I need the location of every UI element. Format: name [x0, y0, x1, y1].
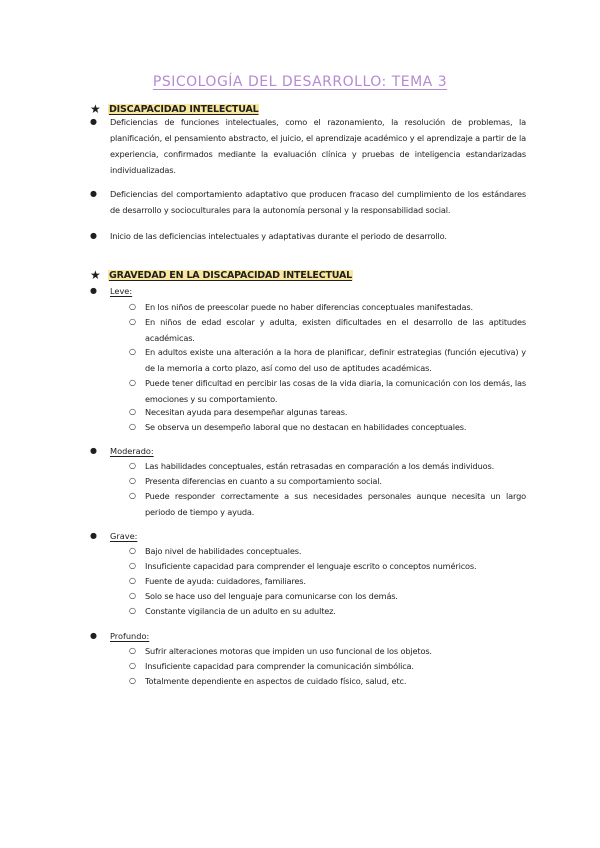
list-item: Las habilidades conceptuales, están retrasadas en comparación a los demás individuos.	[145, 461, 495, 471]
list-item: Solo se hace uso del lenguaje para comunicarse con los demás.	[145, 591, 398, 601]
bullet-circle-icon: ○	[129, 407, 136, 416]
bullet-circle-icon: ○	[129, 422, 136, 431]
list-item: Deficiencias de funciones intelectuales, como el razonamiento, la resolución de problemas, la planificación, el pensamiento abstracto, el juicio, el aprendizaje académico y el aprendizaje a partir de la experiencia, confirmados mediante la evaluación clínica y pruebas de inteligencia estandarizadas individualizadas.	[110, 117, 526, 175]
list-item: En niños de edad escolar y adulta, existen dificultades en el desarrollo de las aptitudes académicas.	[145, 317, 526, 343]
bullet-circle-icon: ○	[129, 491, 136, 500]
bullet-dot-icon: ●	[90, 446, 97, 455]
star-icon: ★	[90, 268, 101, 282]
bullet-dot-icon: ●	[90, 286, 97, 295]
bullet-circle-icon: ○	[129, 606, 136, 615]
bullet-circle-icon: ○	[129, 591, 136, 600]
list-item: Insuficiente capacidad para comprender la comunicación simbólica.	[145, 661, 414, 671]
bullet-dot-icon: ●	[90, 117, 97, 126]
bullet-circle-icon: ○	[129, 347, 136, 356]
list-item: Deficiencias del comportamiento adaptativo que producen fracaso del cumplimiento de los estándares de desarrollo y socioculturales para la autonomía personal y la responsabilidad social.	[110, 189, 526, 215]
bullet-circle-icon: ○	[129, 661, 136, 670]
bullet-circle-icon: ○	[129, 576, 136, 585]
bullet-dot-icon: ●	[90, 189, 97, 198]
bullet-dot-icon: ●	[90, 531, 97, 540]
list-item: Totalmente dependiente en aspectos de cuidado físico, salud, etc.	[145, 676, 407, 686]
list-item: Puede tener dificultad en percibir las cosas de la vida diaria, la comunicación con los demás, las emociones y su comportamiento.	[145, 378, 526, 404]
bullet-circle-icon: ○	[129, 317, 136, 326]
level-label-leve: Leve:	[110, 286, 133, 296]
bullet-circle-icon: ○	[129, 646, 136, 655]
list-item: Insuficiente capacidad para comprender el lenguaje escrito o conceptos numéricos.	[145, 561, 477, 571]
bullet-circle-icon: ○	[129, 378, 136, 387]
bullet-dot-icon: ●	[90, 231, 97, 240]
document-page: PSICOLOGÍA DEL DESARROLLO: TEMA 3 ★ DISCAPACIDAD INTELECTUAL ● Deficiencias de funciones intelectuales, como el razonamiento, la resolución de problemas, la planificación, el pensamiento abstracto, el juicio, el aprendizaje académico y el aprendizaje a partir de la experiencia, confirmados mediante la evaluación clínica y pruebas de inteligencia estandarizadas individualizadas. ● Deficiencias del comportamiento adaptativo que producen fracaso del cumplimiento de los estándares de desarrollo y socioculturales para la autonomía personal y la responsabilidad social. ● Inicio de las deficiencias intelectuales y adaptativas durante el periodo de desarrollo. ★ GRAVEDAD EN LA DISCAPACIDAD INTELECTUAL ● Leve: ○ En los niños de preescolar puede no haber diferencias conceptuales manifestadas. ○ En niños de edad escolar y adulta, existen dificultades en el desarrollo de las aptitudes académicas. ○ En adultos existe una alteración a la hora de planificar, definir estrategias (función ejecutiva) y de la memoria a corto plazo, así como del uso de aptitudes académicas. ○ Puede tener dificultad en percibir las cosas de la vida diaria, la comunicación con los demás, las emociones y su comportamiento. ○ Necesitan ayuda para desempeñar algunas tareas. ○ Se observa un desempeño laboral que no destacan en habilidades conceptuales. ● Moderado: ○ Las habilidades conceptuales, están retrasadas en comparación a los demás individuos. ○ Presenta diferencias en cuanto a su comportamiento social. ○ Puede responder correctamente a sus necesidades personales aunque necesita un largo periodo de tiempo y ayuda. ● Grave: ○ Bajo nivel de habilidades conceptuales. ○ Insuficiente capacidad para comprender el lenguaje escrito o conceptos numéricos. ○ Fuente de ayuda: cuidadores, familiares. ○ Solo se hace uso del lenguaje para comunicarse con los demás. ○ Constante vigilancia de un adulto en su adultez. ● Profundo: ○ Sufrir alteraciones motoras que impiden un uso funcional de los objetos. ○ Insuficiente capacidad para comprender la comunicación simbólica. ○ Totalmente dependiente en aspectos de cuidado físico, salud, etc.	[0, 0, 600, 848]
level-label-moderado: Moderado:	[110, 446, 154, 456]
list-item: Fuente de ayuda: cuidadores, familiares.	[145, 576, 306, 586]
bullet-circle-icon: ○	[129, 676, 136, 685]
level-label-grave: Grave:	[110, 531, 138, 541]
bullet-circle-icon: ○	[129, 561, 136, 570]
list-item: En los niños de preescolar puede no haber diferencias conceptuales manifestadas.	[145, 302, 473, 312]
list-item: Inicio de las deficiencias intelectuales y adaptativas durante el periodo de desarrollo.	[110, 231, 447, 241]
bullet-circle-icon: ○	[129, 461, 136, 470]
list-item: Bajo nivel de habilidades conceptuales.	[145, 546, 302, 556]
list-item: Puede responder correctamente a sus necesidades personales aunque necesita un largo periodo de tiempo y ayuda.	[145, 491, 526, 517]
page-title: PSICOLOGÍA DEL DESARROLLO: TEMA 3	[152, 74, 448, 90]
list-item: Sufrir alteraciones motoras que impiden un uso funcional de los objetos.	[145, 646, 432, 656]
bullet-circle-icon: ○	[129, 476, 136, 485]
star-icon: ★	[90, 102, 101, 116]
list-item: Se observa un desempeño laboral que no destacan en habilidades conceptuales.	[145, 422, 467, 432]
bullet-circle-icon: ○	[129, 302, 136, 311]
list-item: Necesitan ayuda para desempeñar algunas tareas.	[145, 407, 348, 417]
list-item: Constante vigilancia de un adulto en su adultez.	[145, 606, 336, 616]
list-item: En adultos existe una alteración a la hora de planificar, definir estrategias (función ejecutiva) y de la memoria a corto plazo, así como del uso de aptitudes académicas.	[145, 347, 526, 373]
list-item: Presenta diferencias en cuanto a su comportamiento social.	[145, 476, 382, 486]
bullet-dot-icon: ●	[90, 631, 97, 640]
level-label-profundo: Profundo:	[110, 631, 150, 641]
bullet-circle-icon: ○	[129, 546, 136, 555]
